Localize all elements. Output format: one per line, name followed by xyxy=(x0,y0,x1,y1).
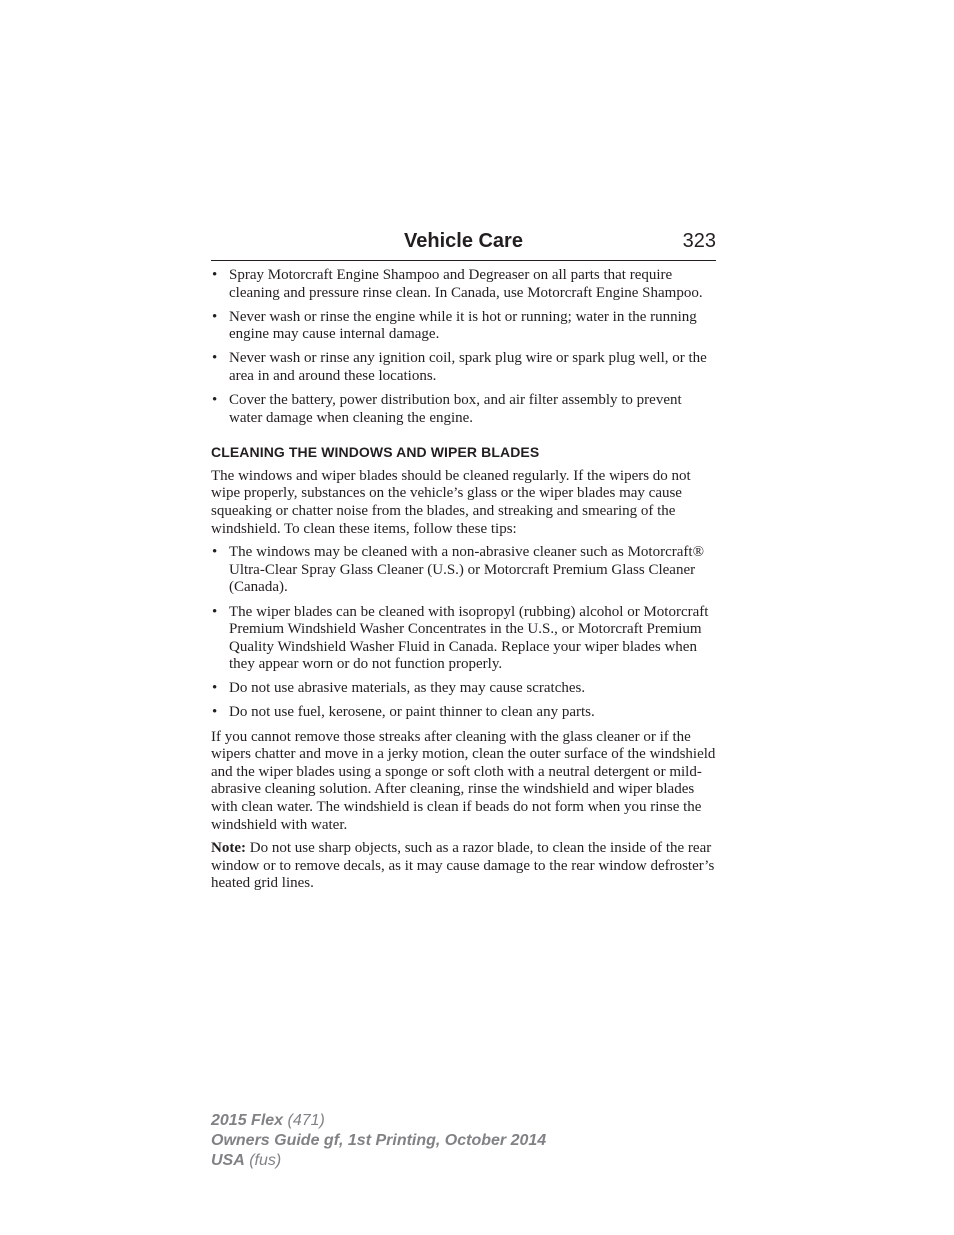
list-item: • Cover the battery, power distribution box, and air filter assembly to prevent water damage when cleaning the engine. xyxy=(211,392,716,427)
engine-cleaning-list xyxy=(211,267,716,427)
list-item: • The windows may be cleaned with a non-abrasive cleaner such as Motorcraft® Ultra-Clear Spray Glass Cleaner (U.S.) or Motorcraft Premium Glass Cleaner (Canada). xyxy=(211,544,716,597)
section-intro: The windows and wiper blades should be cleaned regularly. If the wipers do not wipe properly, substances on the vehicle’s glass or the wiper blades may cause squeaking or chatter noise from the blades, and streaking and smearing of the windshield. To clean these items, follow these tips: xyxy=(211,467,691,537)
footer-model: 2015 Flex xyxy=(211,1112,284,1129)
list-item: • Never wash or rinse any ignition coil, spark plug wire or spark plug well, or the area in and around these locations. xyxy=(211,350,716,385)
page-header xyxy=(211,228,716,261)
note-paragraph xyxy=(211,840,716,893)
streaks-paragraph: If you cannot remove those streaks after cleaning with the glass cleaner or if the wipers chatter and move in a jerky motion, clean the outer surface of the windshield and the wiper blades using a sponge or soft cloth with a neutral detergent or mild-abrasive cleaning solution. After cleaning, rinse the windshield and wiper blades with clean water. The windshield is clean if beads do not form when you rinse the windshield with water. xyxy=(211,728,716,833)
footer-line-region xyxy=(211,1151,546,1171)
page-title: Vehicle Care xyxy=(404,230,523,252)
section-heading: CLEANING THE WINDOWS AND WIPER BLADES xyxy=(211,444,540,461)
page-footer xyxy=(211,1111,546,1171)
page-number: 323 xyxy=(682,230,716,252)
footer-line-model xyxy=(211,1111,546,1131)
footer-region: USA xyxy=(211,1152,245,1169)
list-item: • Never wash or rinse the engine while it is hot or running; water in the running engine may cause internal damage. xyxy=(211,309,716,344)
page-content xyxy=(211,267,716,899)
list-item: • Spray Motorcraft Engine Shampoo and Degreaser on all parts that require cleaning and pressure rinse clean. In Canada, use Motorcraft Engine Shampoo. xyxy=(211,267,716,302)
note-label: Note: xyxy=(211,840,246,857)
list-item: • Do not use abrasive materials, as they may cause scratches. xyxy=(211,680,716,698)
footer-line-guide: Owners Guide gf, 1st Printing, October 2014 xyxy=(211,1132,547,1149)
footer-region-code: (fus) xyxy=(244,1152,282,1169)
list-item: • Do not use fuel, kerosene, or paint thinner to clean any parts. xyxy=(211,704,716,722)
window-cleaning-list xyxy=(211,544,716,722)
note-text: Do not use sharp objects, such as a razor blade, to clean the inside of the rear window or to remove decals, as it may cause damage to the rear window defroster’s heated grid lines. xyxy=(211,840,715,892)
footer-model-code: (471) xyxy=(283,1112,325,1129)
list-item: • The wiper blades can be cleaned with isopropyl (rubbing) alcohol or Motorcraft Premium Windshield Washer Concentrates in the U.S., or Motorcraft Premium Quality Windshield Washer Fluid in Canada. Replace your wiper blades when they appear worn or do not function properly. xyxy=(211,604,716,674)
